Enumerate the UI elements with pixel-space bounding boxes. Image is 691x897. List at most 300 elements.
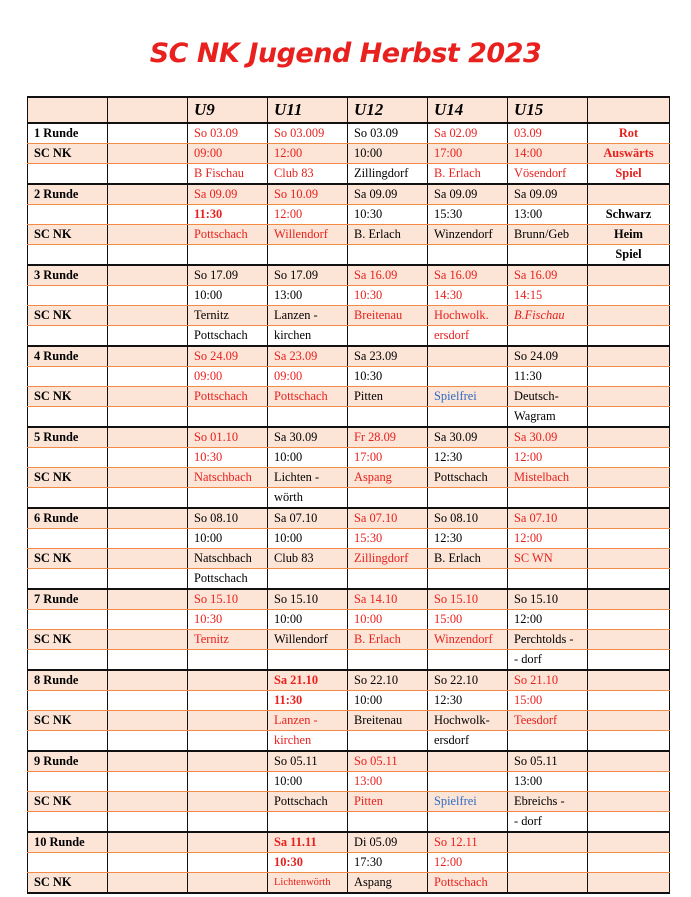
table-cell: So 08.10 xyxy=(188,508,268,529)
row-label-cell xyxy=(28,367,108,387)
table-cell xyxy=(428,812,508,833)
table-cell: Sa 30.09 xyxy=(268,427,348,448)
table-cell xyxy=(428,367,508,387)
table-cell: 10:00 xyxy=(268,448,348,468)
table-cell: B. Erlach xyxy=(428,164,508,185)
table-row xyxy=(28,650,670,671)
table-cell: SC WN xyxy=(508,549,588,569)
table-cell: Sa 07.10 xyxy=(348,508,428,529)
table-cell xyxy=(108,529,188,549)
table-cell: 15:00 xyxy=(428,610,508,630)
table-cell xyxy=(108,772,188,792)
table-cell xyxy=(348,731,428,752)
table-cell xyxy=(428,650,508,671)
table-cell xyxy=(588,184,670,205)
row-label-cell xyxy=(28,731,108,752)
table-cell: 09:00 xyxy=(188,144,268,164)
table-cell xyxy=(588,691,670,711)
table-cell: Sa 21.10 xyxy=(268,670,348,691)
table-cell: So 05.11 xyxy=(348,751,428,772)
table-row xyxy=(28,265,670,286)
table-row xyxy=(28,306,670,326)
table-cell xyxy=(588,772,670,792)
table-cell xyxy=(108,184,188,205)
table-cell: Sa 23.09 xyxy=(268,346,348,367)
table-cell xyxy=(188,792,268,812)
table-cell xyxy=(508,488,588,509)
table-cell xyxy=(348,812,428,833)
table-cell xyxy=(108,123,188,144)
table-cell: 14:30 xyxy=(428,286,508,306)
table-cell xyxy=(588,792,670,812)
table-cell: 11:30 xyxy=(188,205,268,225)
table-cell: Heim xyxy=(588,225,670,245)
table-cell: So 22.10 xyxy=(428,670,508,691)
table-cell: Pitten xyxy=(348,792,428,812)
header-cell xyxy=(588,97,670,123)
table-cell xyxy=(108,286,188,306)
table-cell: Spielfrei xyxy=(428,387,508,407)
table-cell xyxy=(588,610,670,630)
table-cell: 12:00 xyxy=(268,205,348,225)
table-cell: So 03.09 xyxy=(188,123,268,144)
table-cell: Sa 16.09 xyxy=(348,265,428,286)
table-cell: 10:00 xyxy=(188,286,268,306)
table-row xyxy=(28,326,670,347)
table-cell xyxy=(588,367,670,387)
table-cell: Sa 30.09 xyxy=(508,427,588,448)
header-cell: U9 xyxy=(188,97,268,123)
table-cell: 12:00 xyxy=(268,144,348,164)
table-row xyxy=(28,569,670,590)
table-cell xyxy=(188,751,268,772)
table-cell xyxy=(588,731,670,752)
table-cell xyxy=(428,772,508,792)
row-label-cell xyxy=(28,488,108,509)
table-cell: Ternitz xyxy=(188,306,268,326)
table-cell: 12:00 xyxy=(508,529,588,549)
table-cell: 10:30 xyxy=(348,367,428,387)
table-cell xyxy=(348,650,428,671)
row-label-cell xyxy=(28,650,108,671)
table-cell: 10:30 xyxy=(348,286,428,306)
table-cell: Hochwolk- xyxy=(428,711,508,731)
table-cell: Pottschach xyxy=(268,387,348,407)
row-label-cell xyxy=(28,205,108,225)
table-cell: Ebreichs - xyxy=(508,792,588,812)
table-cell xyxy=(108,427,188,448)
table-cell xyxy=(108,711,188,731)
table-cell: Spiel xyxy=(588,245,670,266)
table-cell xyxy=(508,832,588,853)
table-cell xyxy=(588,630,670,650)
table-cell xyxy=(108,205,188,225)
table-row xyxy=(28,549,670,569)
table-cell xyxy=(428,751,508,772)
table-cell: Spielfrei xyxy=(428,792,508,812)
table-cell xyxy=(588,549,670,569)
table-cell xyxy=(588,387,670,407)
table-cell: - dorf xyxy=(508,812,588,833)
table-cell xyxy=(108,468,188,488)
row-label-cell xyxy=(28,569,108,590)
table-cell: 13:00 xyxy=(508,772,588,792)
table-row xyxy=(28,184,670,205)
table-cell: Sa 23.09 xyxy=(348,346,428,367)
table-cell: 10:00 xyxy=(188,529,268,549)
table-cell xyxy=(188,245,268,266)
table-cell: Wagram xyxy=(508,407,588,428)
row-label-cell: 5 Runde xyxy=(28,427,108,448)
table-cell: B. Erlach xyxy=(348,630,428,650)
table-cell: Aspang xyxy=(348,873,428,894)
table-cell xyxy=(428,346,508,367)
table-cell: So 21.10 xyxy=(508,670,588,691)
table-cell xyxy=(428,569,508,590)
table-cell: Sa 11.11 xyxy=(268,832,348,853)
table-cell: 09:00 xyxy=(188,367,268,387)
table-cell: So 24.09 xyxy=(188,346,268,367)
table-row xyxy=(28,711,670,731)
table-row xyxy=(28,610,670,630)
table-row xyxy=(28,225,670,245)
table-cell xyxy=(268,407,348,428)
table-cell xyxy=(108,306,188,326)
table-cell: Mistelbach xyxy=(508,468,588,488)
table-cell xyxy=(588,286,670,306)
table-cell: B. Erlach xyxy=(428,549,508,569)
table-cell: Winzendorf xyxy=(428,225,508,245)
table-row xyxy=(28,832,670,853)
row-label-cell: SC NK xyxy=(28,873,108,894)
table-row xyxy=(28,245,670,266)
row-label-cell xyxy=(28,691,108,711)
row-label-cell: 4 Runde xyxy=(28,346,108,367)
table-cell: Pottschach xyxy=(188,569,268,590)
table-row xyxy=(28,286,670,306)
table-cell xyxy=(108,792,188,812)
table-cell: So 10.09 xyxy=(268,184,348,205)
table-cell: 14:00 xyxy=(508,144,588,164)
table-cell xyxy=(508,873,588,894)
table-cell: 10:00 xyxy=(268,529,348,549)
table-cell: So 05.11 xyxy=(508,751,588,772)
table-cell: Sa 09.09 xyxy=(188,184,268,205)
table-cell: 12:30 xyxy=(428,448,508,468)
table-cell xyxy=(588,812,670,833)
table-cell xyxy=(108,144,188,164)
table-cell: Rot xyxy=(588,123,670,144)
table-cell: Natschbach xyxy=(188,468,268,488)
table-cell: Sa 16.09 xyxy=(428,265,508,286)
row-label-cell: SC NK xyxy=(28,306,108,326)
table-cell xyxy=(348,326,428,347)
row-label-cell xyxy=(28,286,108,306)
table-cell xyxy=(348,407,428,428)
row-label-cell: SC NK xyxy=(28,468,108,488)
row-label-cell: SC NK xyxy=(28,549,108,569)
table-cell xyxy=(588,407,670,428)
table-cell: So 03.009 xyxy=(268,123,348,144)
table-cell: 10:00 xyxy=(348,610,428,630)
table-cell: - dorf xyxy=(508,650,588,671)
table-cell xyxy=(508,326,588,347)
table-cell xyxy=(428,407,508,428)
table-cell xyxy=(188,488,268,509)
row-label-cell: SC NK xyxy=(28,630,108,650)
table-cell: So 17.09 xyxy=(268,265,348,286)
row-label-cell: 10 Runde xyxy=(28,832,108,853)
table-cell xyxy=(588,650,670,671)
table-cell: Sa 30.09 xyxy=(428,427,508,448)
table-cell xyxy=(588,711,670,731)
table-cell xyxy=(108,569,188,590)
row-label-cell xyxy=(28,772,108,792)
table-row xyxy=(28,205,670,225)
table-cell xyxy=(588,508,670,529)
table-cell xyxy=(508,731,588,752)
table-cell: 10:00 xyxy=(268,772,348,792)
table-cell: Pottschach xyxy=(188,326,268,347)
table-cell xyxy=(108,367,188,387)
row-label-cell xyxy=(28,853,108,873)
table-cell: 13:00 xyxy=(508,205,588,225)
table-cell xyxy=(588,427,670,448)
table-cell: Sa 09.09 xyxy=(508,184,588,205)
table-cell: 10:00 xyxy=(268,610,348,630)
table-cell xyxy=(108,589,188,610)
table-cell xyxy=(588,265,670,286)
table-cell xyxy=(508,853,588,873)
table-cell xyxy=(108,448,188,468)
table-row xyxy=(28,407,670,428)
table-row xyxy=(28,792,670,812)
table-cell: Vösendorf xyxy=(508,164,588,185)
table-cell: Sa 16.09 xyxy=(508,265,588,286)
table-cell: Pottschach xyxy=(188,225,268,245)
table-cell: Breitenau xyxy=(348,711,428,731)
table-cell xyxy=(588,670,670,691)
row-label-cell xyxy=(28,529,108,549)
table-cell xyxy=(108,346,188,367)
table-cell: 15:30 xyxy=(348,529,428,549)
table-cell xyxy=(268,569,348,590)
table-cell: Lichten - xyxy=(268,468,348,488)
table-cell xyxy=(108,610,188,630)
table-cell: Zillingdorf xyxy=(348,164,428,185)
table-cell: So 03.09 xyxy=(348,123,428,144)
row-label-cell: 9 Runde xyxy=(28,751,108,772)
row-label-cell xyxy=(28,812,108,833)
table-cell xyxy=(588,589,670,610)
table-cell xyxy=(588,488,670,509)
table-cell xyxy=(588,529,670,549)
table-cell: Winzendorf xyxy=(428,630,508,650)
table-row xyxy=(28,853,670,873)
table-cell: So 05.11 xyxy=(268,751,348,772)
table-row xyxy=(28,731,670,752)
table-cell xyxy=(268,245,348,266)
table-cell: 13:00 xyxy=(348,772,428,792)
table-cell: 11:30 xyxy=(268,691,348,711)
table-row xyxy=(28,346,670,367)
table-row xyxy=(28,589,670,610)
table-cell xyxy=(588,569,670,590)
table-row xyxy=(28,812,670,833)
table-cell xyxy=(108,265,188,286)
table-cell xyxy=(108,488,188,509)
table-cell: 10:30 xyxy=(188,610,268,630)
table-cell: Deutsch- xyxy=(508,387,588,407)
table-cell: Schwarz xyxy=(588,205,670,225)
table-cell: 14:15 xyxy=(508,286,588,306)
table-cell: 11:30 xyxy=(508,367,588,387)
table-cell: Pottschach xyxy=(268,792,348,812)
table-cell: 13:00 xyxy=(268,286,348,306)
table-cell xyxy=(588,306,670,326)
row-label-cell: SC NK xyxy=(28,144,108,164)
table-row xyxy=(28,468,670,488)
row-label-cell: 2 Runde xyxy=(28,184,108,205)
table-row xyxy=(28,691,670,711)
table-row xyxy=(28,873,670,894)
table-row xyxy=(28,529,670,549)
table-row xyxy=(28,448,670,468)
table-cell xyxy=(508,245,588,266)
table-cell xyxy=(108,164,188,185)
table-cell: Spiel xyxy=(588,164,670,185)
row-label-cell xyxy=(28,610,108,630)
table-cell: Natschbach xyxy=(188,549,268,569)
row-label-cell: 7 Runde xyxy=(28,589,108,610)
table-cell xyxy=(268,812,348,833)
table-cell xyxy=(108,853,188,873)
row-label-cell: 3 Runde xyxy=(28,265,108,286)
table-cell: So 15.10 xyxy=(268,589,348,610)
row-label-cell: SC NK xyxy=(28,792,108,812)
header-cell: U12 xyxy=(348,97,428,123)
table-cell xyxy=(108,731,188,752)
header-cell xyxy=(108,97,188,123)
table-cell: Sa 09.09 xyxy=(348,184,428,205)
table-cell xyxy=(108,751,188,772)
table-cell xyxy=(188,873,268,894)
table-cell xyxy=(268,650,348,671)
table-cell: ersdorf xyxy=(428,326,508,347)
table-cell: So 15.10 xyxy=(188,589,268,610)
table-cell xyxy=(108,225,188,245)
table-cell xyxy=(188,812,268,833)
table-cell: So 24.09 xyxy=(508,346,588,367)
table-cell: ersdorf xyxy=(428,731,508,752)
header-cell xyxy=(28,97,108,123)
table-cell: B. Erlach xyxy=(348,225,428,245)
table-cell xyxy=(588,346,670,367)
table-cell xyxy=(108,630,188,650)
table-cell xyxy=(108,691,188,711)
table-row xyxy=(28,427,670,448)
table-cell xyxy=(108,407,188,428)
table-cell: 10:00 xyxy=(348,691,428,711)
table-cell: Perchtolds - xyxy=(508,630,588,650)
table-cell xyxy=(588,326,670,347)
table-cell: Hochwolk. xyxy=(428,306,508,326)
table-cell: wörth xyxy=(268,488,348,509)
table-cell xyxy=(108,650,188,671)
table-cell: 10:30 xyxy=(188,448,268,468)
table-cell xyxy=(588,751,670,772)
table-row xyxy=(28,772,670,792)
table-cell: 10:30 xyxy=(268,853,348,873)
table-cell: B Fischau xyxy=(188,164,268,185)
page-title: SC NK Jugend Herbst 2023 xyxy=(149,38,542,69)
row-label-cell xyxy=(28,164,108,185)
table-cell xyxy=(588,468,670,488)
table-cell xyxy=(348,488,428,509)
table-cell xyxy=(588,853,670,873)
table-cell xyxy=(508,569,588,590)
table-cell: Ternitz xyxy=(188,630,268,650)
table-cell xyxy=(348,569,428,590)
table-cell: kirchen xyxy=(268,731,348,752)
table-cell xyxy=(108,832,188,853)
row-label-cell: 8 Runde xyxy=(28,670,108,691)
table-row xyxy=(28,144,670,164)
table-cell: So 12.11 xyxy=(428,832,508,853)
table-cell: Fr 28.09 xyxy=(348,427,428,448)
table-row xyxy=(28,123,670,144)
table-cell: kirchen xyxy=(268,326,348,347)
table-cell: 10:30 xyxy=(348,205,428,225)
table-cell: Teesdorf xyxy=(508,711,588,731)
table-cell: 15:00 xyxy=(508,691,588,711)
row-label-cell xyxy=(28,245,108,266)
table-cell xyxy=(188,731,268,752)
table-cell: 17:00 xyxy=(428,144,508,164)
table-cell: Lanzen - xyxy=(268,306,348,326)
table-cell: 03.09 xyxy=(508,123,588,144)
table-cell: So 08.10 xyxy=(428,508,508,529)
table-cell: Sa 07.10 xyxy=(268,508,348,529)
table-cell xyxy=(108,670,188,691)
table-cell: Sa 07.10 xyxy=(508,508,588,529)
table-cell xyxy=(428,488,508,509)
table-row xyxy=(28,630,670,650)
row-label-cell: SC NK xyxy=(28,711,108,731)
table-cell: Zillingdorf xyxy=(348,549,428,569)
row-label-cell: SC NK xyxy=(28,225,108,245)
table-cell: Pitten xyxy=(348,387,428,407)
table-cell: Willendorf xyxy=(268,630,348,650)
table-cell: So 22.10 xyxy=(348,670,428,691)
table-cell xyxy=(108,873,188,894)
table-cell: Pottschach xyxy=(428,873,508,894)
table-cell xyxy=(188,772,268,792)
table-cell: Pottschach xyxy=(428,468,508,488)
table-cell: Breitenau xyxy=(348,306,428,326)
table-cell xyxy=(188,711,268,731)
row-label-cell xyxy=(28,448,108,468)
table-cell: 09:00 xyxy=(268,367,348,387)
table-cell xyxy=(188,853,268,873)
table-cell: 12:00 xyxy=(508,610,588,630)
row-label-cell: SC NK xyxy=(28,387,108,407)
table-cell xyxy=(108,812,188,833)
table-cell: 12:30 xyxy=(428,691,508,711)
table-cell: 10:00 xyxy=(348,144,428,164)
table-cell: Auswärts xyxy=(588,144,670,164)
table-cell xyxy=(188,407,268,428)
